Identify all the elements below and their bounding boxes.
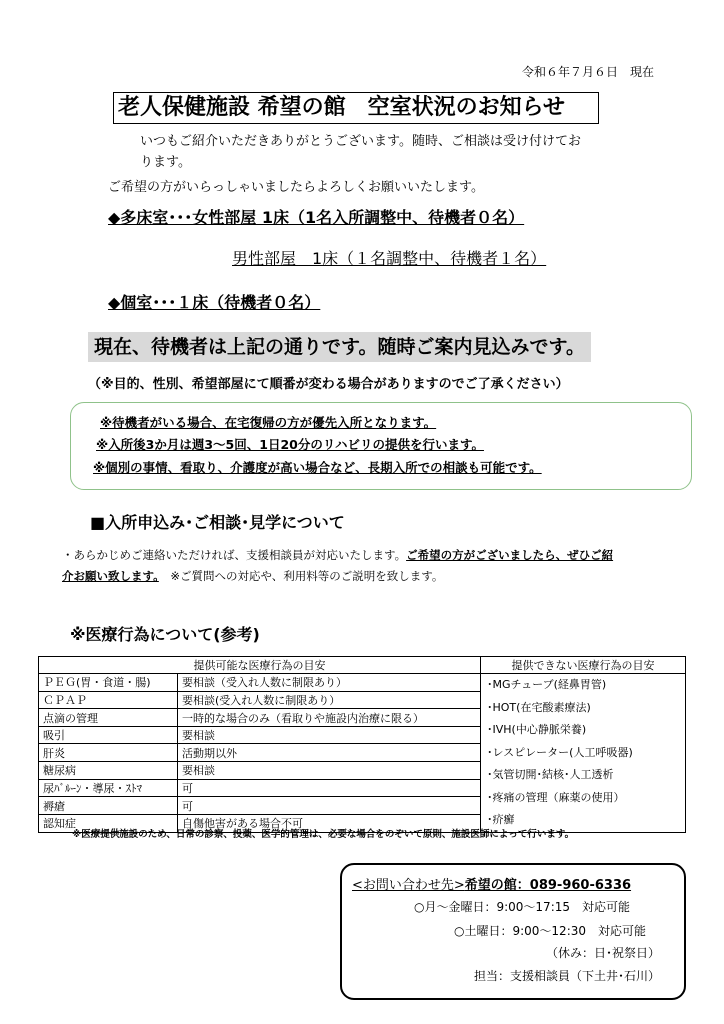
page-title: 老人保健施設 希望の館 空室状況のお知らせ (113, 92, 599, 124)
admission-text-d: ※ご質問への対応や、利用料等のご説明を致します。 (158, 569, 444, 583)
condition-cell: 可 (178, 779, 481, 797)
cannot-item: ･HOT(在宅酸素療法) (487, 700, 591, 714)
cannot-item: ･疥癬 (487, 813, 515, 826)
current-date: 令和６年７月６日 現在 (521, 65, 654, 79)
condition-cell: 要相談(受入れ人数に制限あり） (178, 691, 481, 709)
procedure-cell: ＰＥＧ(胃・食道・腸) (39, 674, 178, 692)
header-cannot: 提供できない医療行為の目安 (481, 657, 686, 674)
condition-cell: 要相談 (178, 726, 481, 744)
condition-cell: 一時的な場合のみ（看取りや施設内治療に限る） (178, 709, 481, 727)
condition-cell: 要相談（受入れ人数に制限あり） (178, 674, 481, 692)
procedure-cell: 糖尿病 (39, 762, 178, 780)
admission-text-a: ・あらかじめご連絡いただければ、支援相談員が対応いたします。 (62, 548, 407, 562)
room-private: ◆個室･･･１床（待機者０名） (108, 293, 321, 312)
medical-table (38, 656, 686, 833)
contact-name-phone: 希望の館：089-960-6336 (464, 878, 632, 893)
note-item-3: ※個別の事情、看取り、介護度が高い場合など、長期入所での相談も可能です。 (93, 460, 542, 475)
intro-line-2: ります。 (140, 155, 191, 170)
condition-cell: 要相談 (178, 762, 481, 780)
contact-weekday: ○月～金曜日：9:00～17:15 対応可能 (414, 900, 631, 914)
cannot-item: ･気管切開･結核･人工透析 (487, 768, 614, 781)
header-can: 提供可能な医療行為の目安 (39, 657, 481, 674)
contact-box (340, 863, 686, 1000)
procedure-cell: 褥瘡 (39, 797, 178, 815)
medical-footnote: ※医療提供施設のため、日常の診察、投薬、医学的管理は、必要な場合をのぞいて原則、施設医師によって行います。 (72, 829, 575, 840)
table-row (39, 674, 686, 692)
procedure-cell: 尿ﾊﾞﾙｰﾝ・導尿・ｽﾄﾏ (39, 779, 178, 797)
contact-saturday: ○土曜日：9:00～12:30 対応可能 (454, 924, 647, 938)
procedure-cell: ＣＰＡＰ (39, 691, 178, 709)
room-multi-male: 男性部屋 1床（１名調整中、待機者１名） (232, 249, 547, 268)
status-note: （※目的、性別、希望部屋にて順番が変わる場合がありますのでご了承ください） (88, 377, 569, 392)
cannot-item: ･疼痛の管理（麻薬の使用） (487, 790, 625, 804)
admission-text-c: 介お願い致します。 (62, 569, 159, 583)
status-highlight: 現在、待機者は上記の通りです。随時ご案内見込みです。 (88, 332, 591, 362)
condition-cell: 可 (178, 797, 481, 815)
table-header-row (39, 657, 686, 674)
procedure-cell: 肝炎 (39, 744, 178, 762)
intro-line-1: いつもご紹介いただきありがとうございます。随時、ご相談は受け付けてお (140, 134, 581, 149)
procedure-cell: 吸引 (39, 726, 178, 744)
medical-heading: ※医療行為について(参考) (70, 625, 260, 644)
room-multi-female: ◆多床室･･･女性部屋 1床（1名入所調整中、待機者０名） (108, 208, 525, 227)
admission-text-line-2 (62, 568, 443, 584)
contact-holiday: （休み：日･祝祭日） (545, 946, 660, 960)
condition-cell: 自傷他害がある場合不可 (178, 814, 481, 832)
procedure-cell: 認知症 (39, 814, 178, 832)
note-item-2: ※入所後3か月は週3～5回、1日20分のリハビリの提供を行います。 (96, 437, 484, 452)
cannot-list (481, 674, 686, 833)
note-item-1: ※待機者がいる場合、在宅復帰の方が優先入所となります。 (100, 415, 437, 430)
cannot-item: ･MGチューブ(経鼻胃管) (487, 678, 607, 691)
procedure-cell: 点滴の管理 (39, 709, 178, 727)
intro-line-3: ご希望の方がいらっしゃいましたらよろしくお願いいたします。 (108, 180, 484, 195)
contact-label: <お問い合わせ先> (352, 878, 465, 893)
cannot-item: ･IVH(中心静脈栄養) (487, 723, 587, 736)
admission-text-line-1 (62, 547, 613, 563)
contact-heading (352, 874, 631, 893)
cannot-item: ･レスピレーター(人工呼吸器) (487, 745, 633, 759)
contact-staff: 担当：支援相談員（下土井･石川） (473, 969, 660, 983)
admission-text-b: ご希望の方がございましたら、ぜひご紹 (406, 548, 614, 562)
admission-heading: ■入所申込み･ご相談･見学について (90, 513, 345, 532)
condition-cell: 活動期以外 (178, 744, 481, 762)
